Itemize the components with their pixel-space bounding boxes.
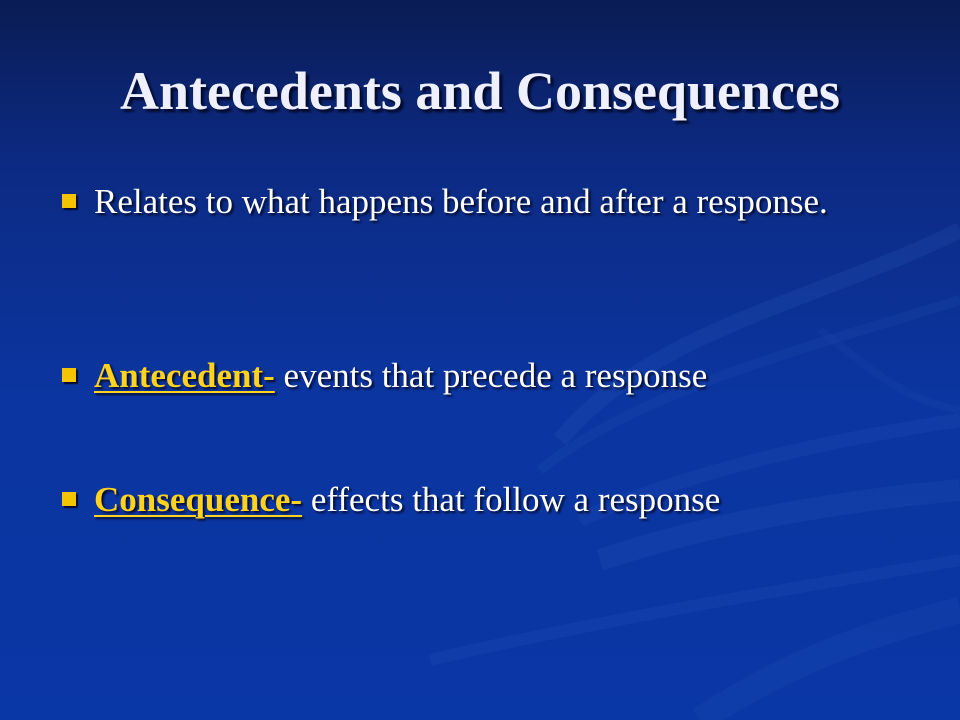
term-consequence: Consequence- <box>94 480 303 519</box>
bullet-item-relates <box>94 180 874 223</box>
bullet-text: Relates to what happens before and after a response. <box>94 182 828 221</box>
slide-title: Antecedents and Consequences <box>119 61 841 121</box>
bullet-item-consequence <box>94 478 874 521</box>
bullet-item-antecedent <box>94 354 874 397</box>
bullet-text: effects that follow a response <box>302 480 721 519</box>
square-bullet-icon <box>62 194 76 208</box>
square-bullet-icon <box>62 368 76 382</box>
square-bullet-icon <box>62 492 76 506</box>
bullet-text: events that precede a response <box>274 356 708 395</box>
term-antecedent: Antecedent- <box>94 356 275 395</box>
